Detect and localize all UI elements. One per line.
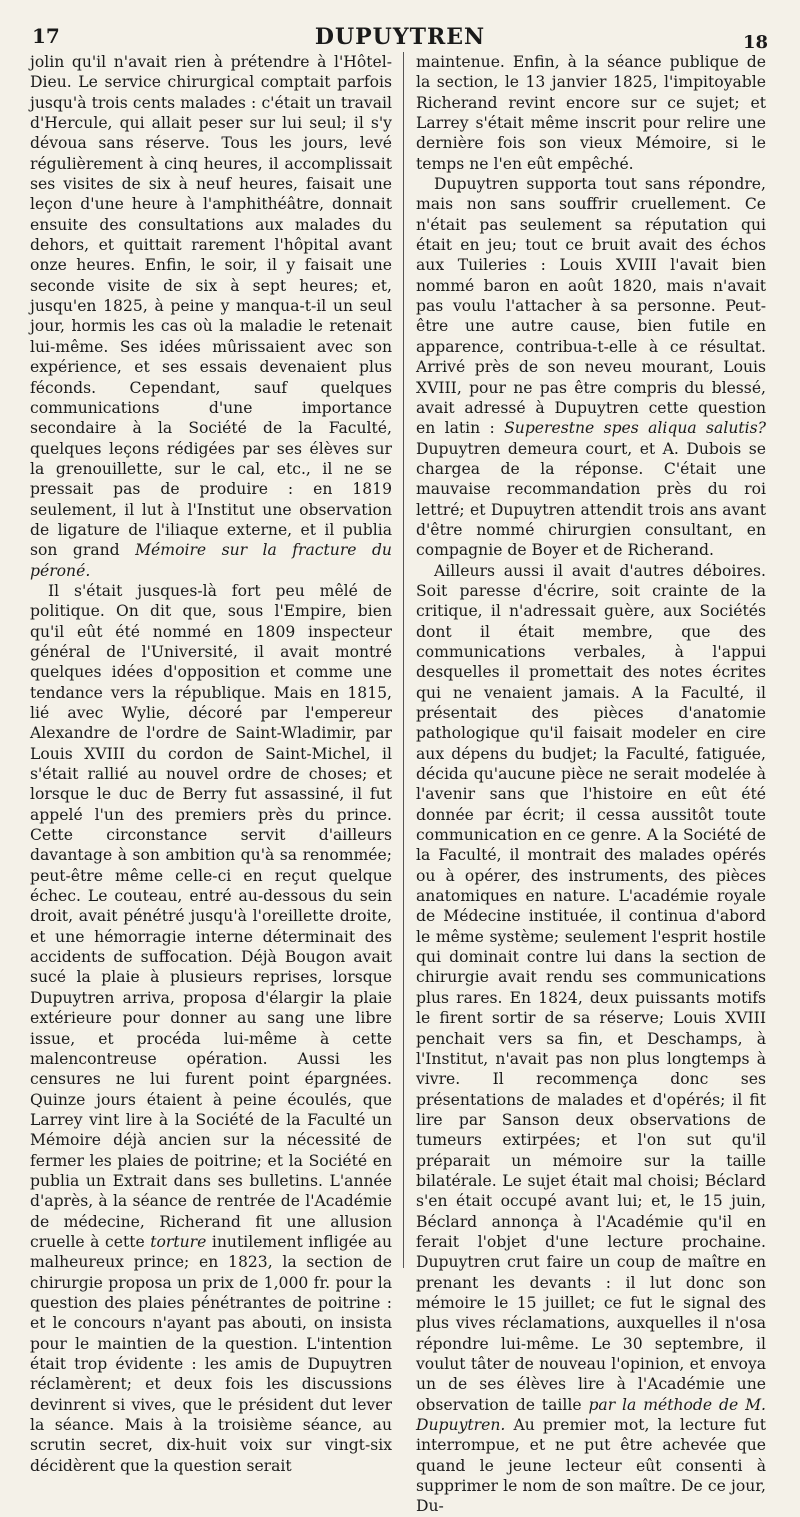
text-run: inutilement infligée au malheureux prince; en 1823, la section de chirurgie proposa un prix de 1,000 fr. pour la question des plaies pénétrantes de poitrine : et le concours n'ayant pas abouti, on insista pour le maintien de la question. L'intention était trop évidente : les amis de Dupuytren réclamèrent; et deux fois les discussions devinrent si vives, que le président dut lever la séance. Mais à la troisième séance, au scrutin secret, dix-huit voix sur vingt-six décidèrent que la question serait — [30, 1232, 392, 1475]
page-header — [24, 24, 776, 54]
text-run: Dupuytren demeura court, et A. Dubois se chargea de la réponse. C'était une mauvaise recommandation près du roi lettré; et Dupuytren attendit trois ans avant d'être nommé chirurgien consultant, en compagnie de Boyer et de Richerand. — [416, 439, 766, 560]
text-run: Au premier mot, la lecture fut interrompue, et ne put être achevée que quand le jeune lecteur eût consenti à supprimer le nom de son maître. De ce jour, Du- — [416, 1416, 766, 1516]
italic-title: Mémoire sur la fracture du péroné. — [30, 541, 392, 580]
running-title: DUPUYTREN — [314, 24, 486, 50]
column-divider — [403, 52, 404, 1268]
italic-phrase: par la méthode de M. Dupuytren. — [416, 1395, 766, 1435]
italic-quote: Superestne spes aliqua salutis? — [504, 419, 766, 438]
paragraph — [30, 581, 392, 1476]
paragraph — [30, 52, 392, 581]
paragraph — [416, 561, 766, 1517]
paragraph: maintenue. Enfin, à la séance publique de la section, le 13 janvier 1825, l'impitoyable Richerand revint encore sur ce sujet; et Larrey s'était même inscrit pour relire une dernière fois son vieux Mémoire, si le temps ne l'en eût empêché. — [416, 53, 766, 173]
text-run: Il s'était jusques-là fort peu mêlé de politique. On dit que, sous l'Empire, bien qu'il eût été nommé en 1809 inspecteur général de l'Université, il avait montré quelques idées d'opposition et comme une tendance vers la république. Mais en 1815, lié avec Wylie, décoré par l'empereur Alexandre de l'ordre de Saint-Wladimir, par Louis XVIII du cordon de Saint-Michel, il s'était rallié au nouvel ordre de choses; et lorsque le duc de Berry fut assassiné, il fut appelé l'un des premiers près du prince. Cette circonstance servit d'ailleurs davantage à son ambition qu'à sa renommée; peut-être même celle-ci en reçut quelque échec. Le couteau, entré au-dessous du sein droit, avait pénétré jusqu'à l'oreillette droite, et une hémorragie interne déterminait des accidents de suffocation. Déjà Bougon avait sucé la plaie à plusieurs reprises, lorsque Dupuytren arriva, proposa d'élargir la plaie extérieure pour donner au sang une libre issue, et procéda lui-même à cette malencontreuse opération. Aussi les censures ne lui furent point épargnées. Quinze jours étaient à peine écoulés, que Larrey vint lire à la Société de la Faculté un Mémoire déjà ancien sur la nécessité de fermer les plaies de poitrine; et la Société en publia un Extrait dans ses bulletins. L'année d'après, à la séance de rentrée de l'Académie de médecine, Richerand fit une allusion cruelle à cette — [30, 581, 392, 1251]
text-run: jolin qu'il n'avait rien à prétendre à l'Hôtel-Dieu. Le service chirurgical comptait parfois jusqu'à trois cents malades : c'était un travail d'Hercule, qui allait peser sur lui seul; il s'y dévoua sans réserve. Tous les jours, levé régulièrement à cinq heures, il accomplissait ses visites de six à neuf heures, faisait une leçon d'une heure à l'amphithéâtre, donnait ensuite des consultations aux malades du dehors, et quittait rarement l'hôpital avant onze heures. Enfin, le soir, il y faisait une seconde visite de six à sept heures; et, jusqu'en 1825, à peine y manqua-t-il un seul jour, hormis les cas où la maladie le retenait lui-même. Ses idées mûrissaient avec son expérience, et ses essais devenaient plus féconds. Cependant, sauf quelques communications d'une importance secondaire à la Société de la Faculté, quelques leçons rédigées par ses élèves sur la grenouillette, sur le cal, etc., il ne se pressait pas de produire : en 1819 seulement, il lut à l'Institut une observation de ligature de l'iliaque externe, et il publia son grand — [30, 53, 392, 560]
left-column — [30, 52, 392, 1475]
page-number-left: 17 — [32, 24, 60, 48]
text-run: Dupuytren supporta tout sans répondre, mais non sans souffrir cruellement. Ce n'était pas seulement sa réputation qui était en jeu; tout ce bruit avait des échos aux Tuileries : Louis XVIII l'avait bien nommé baron en août 1820, mais n'avait pas voulu l'attacher à sa personne. Peut-être une autre cause, bien futile en apparence, contribua-t-elle à ce résultat. Arrivé près de son neveu mourant, Louis XVIII, pour ne pas être compris du blessé, avait adressé à Dupuytren cette question en latin : — [416, 175, 766, 438]
text-run: Ailleurs aussi il avait d'autres déboires. Soit paresse d'écrire, soit crainte de la critique, il n'adressait guère, aux Sociétés dont il était membre, que des communications verbales, à l'appui desquelles il promettait des notes écrites qui ne venaient jamais. A la Faculté, il présentait des pièces d'anatomie pathologique qu'il faisait modeler en cire aux dépens du budjet; la Faculté, fatiguée, décida qu'aucune pièce ne serait modelée à l'avenir sans que l'histoire en eût été donnée par écrit; il cessa aussitôt toute communication en ce genre. A la Société de la Faculté, il montrait des malades opérés ou à opérer, des instruments, des pièces anatomiques en nature. L'académie royale de Médecine instituée, il continua d'abord le même système; seulement l'esprit hostile qui dominait contre lui dans la section de chirurgie avait rendu ses communications plus rares. En 1824, deux puissants motifs le firent sortir de sa réserve; Louis XVIII penchait vers sa fin, et Deschamps, à l'Institut, n'avait pas non plus longtemps à vivre. Il recommença donc ses présentations de malades et d'opérés; il fit lire par Sanson deux observations de tumeurs extirpées; et l'on sut qu'il préparait un mémoire sur la taille bilatérale. Le sujet était mal choisi; Béclard s'en était occupé avant lui; et, le 15 juin, Béclard annonça à l'Académie qu'il en ferait l'objet d'une lecture prochaine. Dupuytren crut faire un coup de maître en prenant les devants : il lut donc son mémoire le 15 juillet; ce fut le signal des plus vives réclamations, auxquelles il n'osa répondre lui-même. Le 30 septembre, il voulut tâter de nouveau l'opinion, et envoya un de ses élèves lire à l'Académie une observation de taille — [416, 561, 766, 1414]
page-number-right: 18 — [742, 32, 768, 53]
italic-term: torture — [150, 1232, 207, 1251]
right-column — [416, 52, 766, 1516]
paragraph — [416, 174, 766, 561]
